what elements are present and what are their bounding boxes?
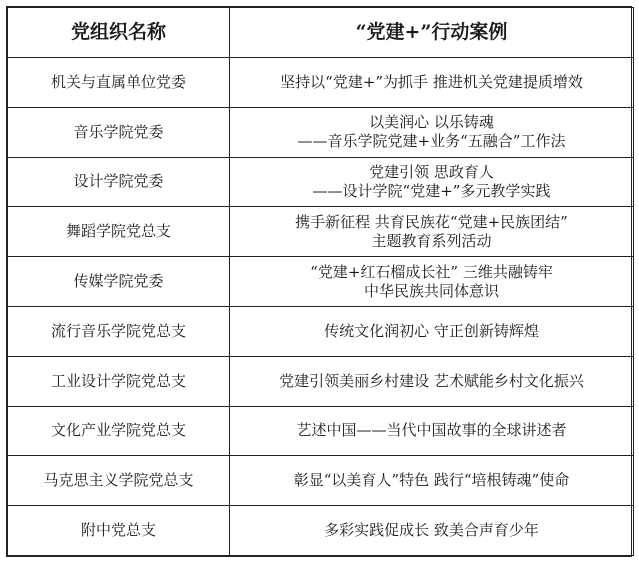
action-case-cell xyxy=(230,406,634,456)
action-case-cell xyxy=(230,207,634,257)
action-case-line: 传统文化润初心 守正创新铸辉煌 xyxy=(324,321,539,340)
action-case-line: ——音乐学院党建+业务“五融合”工作法 xyxy=(297,132,566,151)
org-name-cell: 文化产业学院党总支 xyxy=(8,406,230,456)
action-case-cell xyxy=(230,157,634,207)
org-name-cell: 音乐学院党委 xyxy=(8,107,230,157)
table-row xyxy=(8,58,634,108)
action-case-line: 以美润心 以乐铸魂 xyxy=(369,113,494,132)
action-case-cell xyxy=(230,456,634,506)
action-case-line: 党建引领 思政育人 xyxy=(369,162,494,181)
action-case-cell xyxy=(230,257,634,307)
action-case-cell xyxy=(230,306,634,356)
action-case-line: 中华民族共同体意识 xyxy=(363,281,499,300)
action-case-cell xyxy=(230,356,634,406)
table-row xyxy=(8,257,634,307)
org-name-cell: 马克思主义学院党总支 xyxy=(8,456,230,506)
action-case-cell xyxy=(230,506,634,556)
action-case-line: 彰显“以美育人”特色 践行“培根铸魂”使命 xyxy=(293,471,570,490)
action-case-line: “党建+红石榴成长社” 三维共融铸牢 xyxy=(310,262,553,281)
table-row xyxy=(8,306,634,356)
action-case-line: 携手新征程 共育民族花“党建+民族团结” xyxy=(295,212,568,231)
action-case-line: 坚持以“党建+”为抓手 推进机关党建提质增效 xyxy=(280,72,583,91)
table-row xyxy=(8,356,634,406)
org-name-cell: 传媒学院党委 xyxy=(8,257,230,307)
org-name-cell: 流行音乐学院党总支 xyxy=(8,306,230,356)
table-row xyxy=(8,207,634,257)
action-case-line: 党建引领美丽乡村建设 艺术赋能乡村文化振兴 xyxy=(279,371,584,390)
action-case-line: 多彩实践促成长 致美合声育少年 xyxy=(324,521,539,540)
action-case-line: 主题教育系列活动 xyxy=(371,231,492,250)
party-action-cases-table xyxy=(6,6,632,557)
action-case-cell xyxy=(230,58,634,108)
table-row xyxy=(8,406,634,456)
org-name-cell: 舞蹈学院党总支 xyxy=(8,207,230,257)
org-name-cell: 设计学院党委 xyxy=(8,157,230,207)
header-row xyxy=(8,8,634,58)
cases-table xyxy=(7,7,634,556)
action-case-cell xyxy=(230,107,634,157)
header-action-case: “党建+”行动案例 xyxy=(230,8,634,58)
action-case-line: ——设计学院“党建+”多元教学实践 xyxy=(312,181,551,200)
table-row xyxy=(8,107,634,157)
table-row xyxy=(8,157,634,207)
action-case-line: 艺述中国——当代中国故事的全球讲述者 xyxy=(296,421,567,440)
table-row xyxy=(8,506,634,556)
table-row xyxy=(8,456,634,506)
org-name-cell: 机关与直属单位党委 xyxy=(8,58,230,108)
org-name-cell: 工业设计学院党总支 xyxy=(8,356,230,406)
header-org-name: 党组织名称 xyxy=(8,8,230,58)
org-name-cell: 附中党总支 xyxy=(8,506,230,556)
